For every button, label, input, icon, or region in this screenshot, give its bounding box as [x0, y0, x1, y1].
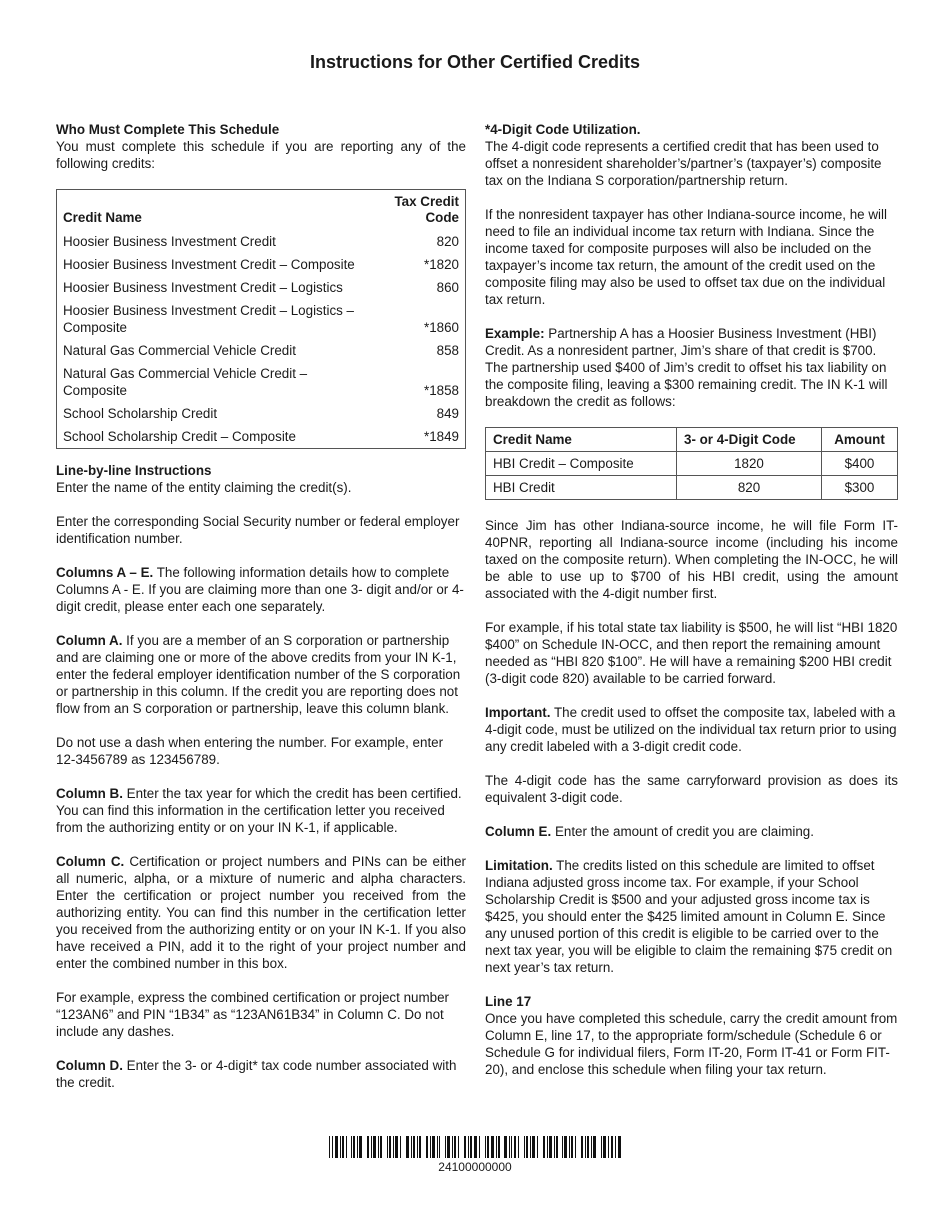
amount-cell: $400: [822, 452, 898, 476]
line-17-text: Once you have completed this schedule, carry the credit amount from Column E, line 17, to the appropriate form/schedule (Schedule 6 or Schedule G for individual filers, Form IT-20, Form IT-41 or Form FIT-20), and enclose this schedule when filing your tax return.: [485, 1011, 898, 1077]
credit-name-cell: Hoosier Business Investment Credit – Composite: [63, 257, 355, 272]
limitation-paragraph: [485, 857, 898, 976]
col-header-credit-name: Credit Name: [63, 210, 142, 225]
amount-cell: $300: [822, 476, 898, 500]
code-utilization-heading: *4-Digit Code Utilization.: [485, 122, 641, 137]
line-17-section: [485, 993, 898, 1078]
important-text: The credit used to offset the composite tax, labeled with a 4-digit code, must be utilized on the individual tax return prior to using any credit labeled with a 3-digit credit code.: [485, 705, 897, 754]
credit-name-cell: HBI Credit: [486, 476, 677, 500]
limitation-lead: Limitation.: [485, 858, 553, 873]
col-header-credit-name: Credit Name: [486, 428, 677, 452]
code-utilization-text: The 4-digit code represents a certified credit that has been used to offset a nonresident shareholder’s/partner’s (taxpayer’s) composite tax on the Indiana S corporation/partnership return.: [485, 139, 882, 188]
ssn-paragraph: Enter the corresponding Social Security number or federal employer identification number.: [56, 514, 460, 546]
column-a-text: If you are a member of an S corporation or partnership and are claiming one or more of the above credits from your IN K-1, enter the federal employer identification number of the S corporation or partnership in this column. If the credit you are reporting does not flow from an S corporation or partnership, leave this column blank.: [56, 633, 461, 716]
credit-name-cell: Natural Gas Commercial Vehicle Credit: [63, 343, 296, 358]
credit-code-cell: 858: [436, 343, 459, 358]
table-row: [486, 452, 898, 476]
column-e-text: Enter the amount of credit you are claiming.: [551, 824, 814, 839]
credit-name-cell: School Scholarship Credit: [63, 406, 218, 421]
column-c-lead: Column C.: [56, 854, 125, 869]
who-heading: Who Must Complete This Schedule: [56, 122, 280, 137]
column-c-paragraph: [56, 853, 466, 972]
credit-code-cell: 849: [436, 406, 459, 421]
important-lead: Important.: [485, 705, 551, 720]
column-c-text: Certification or project numbers and PINs can be either all numeric, alpha, or a mixture of numeric and alpha characters. Enter the certification or project number you received from the authorizing entity. You can find this number in the certification letter you received from the authorizing entity or on your IN K-1. If you also have received a PIN, add it to the right of your project number and enter the combined number in this box.: [56, 854, 466, 971]
left-column: [56, 121, 466, 1108]
column-a-paragraph: [56, 632, 466, 717]
column-d-text: Enter the 3- or 4-digit* tax code number associated with the credit.: [56, 1058, 457, 1090]
credit-code-cell: *1820: [423, 257, 459, 272]
limitation-text: The credits listed on this schedule are limited to offset Indiana adjusted gross income tax. For example, if your School Scholarship Credit is $500 and your adjusted gross income tax is $425, you should enter the $425 limited amount in Column E. Since any unused portion of this credit is eligible to be carried over to the next tax year, you will be eligible to claim the remaining $75 credit on next year’s tax return.: [485, 858, 893, 975]
table-row: [57, 230, 466, 253]
column-b-paragraph: [56, 785, 466, 836]
col-header-amount: Amount: [822, 428, 898, 452]
code-utilization-section: [485, 121, 898, 189]
col-header-code: 3- or 4-Digit Code: [677, 428, 822, 452]
columns-a-e-text: The following information details how to complete Columns A - E. If you are claiming more than one 3- digit and/or or 4-digit credit, please enter each one separately.: [56, 565, 464, 614]
table-row: [486, 476, 898, 500]
table-header-row: [57, 190, 466, 231]
barcode-image: [329, 1136, 621, 1158]
example-text: Partnership A has a Hoosier Business Investment (HBI) Credit. As a nonresident partner, Jim’s share of that credit is $700. The partnership used $400 of Jim’s credit to offset his tax liability on the composite filing, leaving a $300 remaining credit. The IN K-1 will breakdown the credit as follows:: [485, 326, 888, 409]
who-text: You must complete this schedule if you are reporting any of the following credits:: [56, 139, 466, 171]
nonresident-paragraph: If the nonresident taxpayer has other Indiana-source income, he will need to file an individual income tax return with Indiana. Since the income taxed for composite purposes will also be included on the taxpayer’s income tax return, the amount of the credit used on the composite filing may also be used to offset tax due on the individual tax return.: [485, 207, 887, 307]
carryforward-paragraph: The 4-digit code has the same carryforward provision as does its equivalent 3-digit code.: [485, 773, 898, 805]
line-17-heading: Line 17: [485, 994, 532, 1009]
table-header-row: [486, 428, 898, 452]
credit-name-cell: Hoosier Business Investment Credit – Logistics – Composite: [63, 303, 355, 335]
credit-code-cell: *1849: [423, 429, 459, 444]
who-must-complete-section: [56, 121, 466, 172]
col-header-tax-credit-code: Tax Credit Code: [394, 194, 459, 225]
line-by-line-section: [56, 462, 466, 496]
table-row: [57, 402, 466, 425]
credit-code-cell: 820: [436, 234, 459, 249]
column-d-paragraph: [56, 1057, 466, 1091]
credit-code-cell: 1820: [677, 452, 822, 476]
combined-example-paragraph: For example, express the combined certification or project number “123AN6” and PIN “1B34” as “123AN61B34” in Column C. Do not include any dashes.: [56, 990, 449, 1039]
column-b-text: Enter the tax year for which the credit has been certified. You can find this information in the certification letter you received from the authorizing entity or on your IN K-1, if applicable.: [56, 786, 462, 835]
credit-name-cell: HBI Credit – Composite: [486, 452, 677, 476]
table-row: [57, 299, 466, 339]
credit-code-cell: *1858: [423, 383, 459, 398]
column-d-lead: Column D.: [56, 1058, 123, 1073]
columns-a-e-paragraph: [56, 564, 466, 615]
column-b-lead: Column B.: [56, 786, 123, 801]
table-row: [57, 276, 466, 299]
important-paragraph: [485, 704, 898, 755]
since-jim-paragraph: Since Jim has other Indiana-source income, he will file Form IT-40PNR, reporting all Indiana-source income (including his income taxed on the composite return). When completing the IN-OCC, he will be able to use up to $700 of his HBI credit, using the amount associated with the 4-digit number first.: [485, 518, 898, 601]
credit-code-cell: *1860: [423, 320, 459, 335]
credit-codes-table: [56, 189, 466, 449]
barcode-number: 24100000000: [438, 1160, 512, 1174]
credit-name-cell: School Scholarship Credit – Composite: [63, 429, 296, 444]
page-title: Instructions for Other Certified Credits: [309, 52, 641, 72]
example-lead: Example:: [485, 326, 545, 341]
table-row: [57, 362, 466, 402]
table-row: [57, 253, 466, 276]
hbi-breakdown-table: [485, 427, 898, 500]
table-row: [57, 339, 466, 362]
for-example-paragraph: For example, if his total state tax liability is $500, he will list “HBI 1820 $400” on Schedule IN-OCC, and then report the remaining amount needed as “HBI 820 $100”. He will have a remaining $200 HBI credit (3-digit code 820) available to be carried forward.: [485, 620, 898, 686]
table-row: [57, 425, 466, 449]
dash-paragraph: Do not use a dash when entering the number. For example, enter 12-3456789 as 123456789.: [56, 735, 444, 767]
columns-a-e-lead: Columns A – E.: [56, 565, 154, 580]
line-by-line-text: Enter the name of the entity claiming the credit(s).: [56, 480, 352, 495]
right-column: [485, 121, 898, 1095]
credit-code-cell: 860: [436, 280, 459, 295]
column-a-lead: Column A.: [56, 633, 123, 648]
credit-name-cell: Hoosier Business Investment Credit – Logistics: [63, 280, 343, 295]
line-by-line-heading: Line-by-line Instructions: [56, 463, 212, 478]
column-e-lead: Column E.: [485, 824, 552, 839]
credit-name-cell: Hoosier Business Investment Credit: [63, 234, 276, 249]
credit-name-cell: Natural Gas Commercial Vehicle Credit – Composite: [63, 366, 308, 398]
column-e-paragraph: [485, 823, 898, 840]
credit-code-cell: 820: [677, 476, 822, 500]
example-paragraph: [485, 325, 898, 410]
